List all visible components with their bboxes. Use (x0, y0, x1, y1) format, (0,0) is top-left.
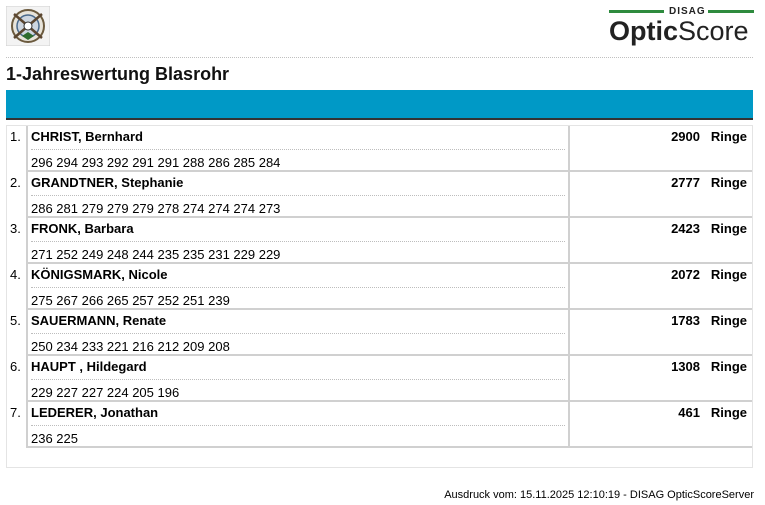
total-score: 2423 (671, 221, 700, 236)
brand-name-part2: Score (678, 16, 749, 46)
brand-name (609, 16, 749, 46)
score-cell (568, 172, 752, 218)
score-cell (568, 264, 752, 310)
shooter-name: LEDERER, Jonathan (31, 405, 159, 420)
score-unit: Ringe (710, 313, 747, 328)
name-cell (26, 264, 568, 310)
total-score: 1783 (671, 313, 700, 328)
name-cell (26, 402, 568, 448)
shooter-name: SAUERMANN, Renate (31, 313, 167, 328)
brand-bar-left (609, 10, 664, 13)
score-unit: Ringe (710, 405, 747, 420)
disag-opticscore-logo (609, 6, 754, 46)
shooter-name: CHRIST, Bernhard (31, 129, 143, 144)
score-unit: Ringe (710, 175, 747, 190)
score-unit: Ringe (710, 267, 747, 282)
brand-company: DISAG (669, 6, 706, 17)
total-score: 461 (678, 405, 700, 420)
series-scores: 271 252 249 248 244 235 235 231 229 229 (31, 247, 281, 262)
table-header-band (6, 90, 753, 120)
total-score: 1308 (671, 359, 700, 374)
series-scores: 229 227 227 224 205 196 (31, 385, 180, 400)
name-cell (26, 356, 568, 402)
shooter-name: KÖNIGSMARK, Nicole (31, 267, 168, 282)
score-cell (568, 310, 752, 356)
dotted-divider (31, 241, 565, 242)
rank: 1. (10, 129, 21, 144)
name-cell (26, 172, 568, 218)
series-scores: 286 281 279 279 279 278 274 274 274 273 (31, 201, 281, 216)
score-cell (568, 218, 752, 264)
shooter-name: FRONK, Barbara (31, 221, 134, 236)
dotted-divider (31, 379, 565, 380)
dotted-divider (31, 287, 565, 288)
shooter-name: HAUPT , Hildegard (31, 359, 147, 374)
name-cell (26, 218, 568, 264)
score-unit: Ringe (710, 359, 747, 374)
dotted-divider (31, 425, 565, 426)
header-divider (6, 57, 753, 58)
total-score: 2777 (671, 175, 700, 190)
rank: 3. (10, 221, 21, 236)
result-row (7, 310, 752, 356)
total-score: 2072 (671, 267, 700, 282)
total-score: 2900 (671, 129, 700, 144)
series-scores: 250 234 233 221 216 212 209 208 (31, 339, 230, 354)
result-row (7, 356, 752, 402)
result-row (7, 218, 752, 264)
dotted-divider (31, 333, 565, 334)
dotted-divider (31, 149, 565, 150)
score-cell (568, 356, 752, 402)
brand-name-part1: Optic (609, 16, 679, 46)
series-scores: 236 225 (31, 431, 78, 446)
rank: 7. (10, 405, 21, 420)
shooter-name: GRANDTNER, Stephanie (31, 175, 184, 190)
score-cell (568, 402, 752, 448)
club-logo (6, 6, 50, 46)
result-row (7, 172, 752, 218)
results-table (6, 125, 753, 468)
series-scores: 275 267 266 265 257 252 251 239 (31, 293, 230, 308)
series-scores: 296 294 293 292 291 291 288 286 285 284 (31, 155, 281, 170)
result-row (7, 126, 752, 172)
result-row (7, 264, 752, 310)
dotted-divider (31, 195, 565, 196)
name-cell (26, 126, 568, 172)
score-unit: Ringe (710, 221, 747, 236)
rank: 6. (10, 359, 21, 374)
brand-bar-right (708, 10, 754, 13)
score-cell (568, 126, 752, 172)
score-unit: Ringe (710, 129, 747, 144)
print-footer: Ausdruck vom: 15.11.2025 12:10:19 - DISAG OpticScoreServer (444, 489, 754, 501)
page-title: 1-Jahreswertung Blasrohr (6, 64, 230, 84)
rank: 4. (10, 267, 21, 282)
result-row (7, 402, 752, 448)
page-header (0, 0, 765, 58)
name-cell (26, 310, 568, 356)
rank: 5. (10, 313, 21, 328)
rank: 2. (10, 175, 21, 190)
